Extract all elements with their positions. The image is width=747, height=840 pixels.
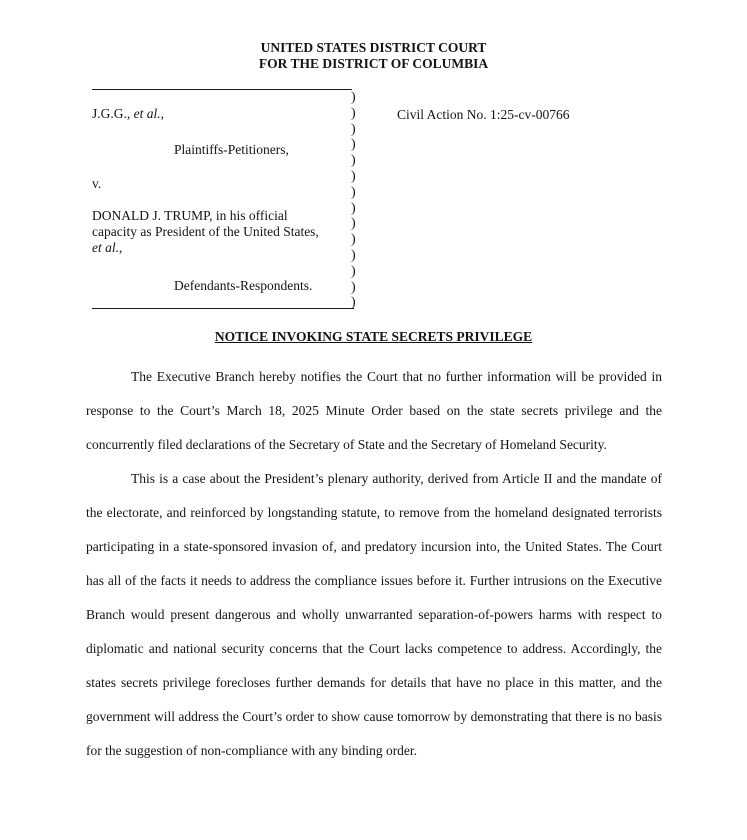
defendant-et-al: et al. — [92, 240, 119, 255]
civil-action-number: Civil Action No. 1:25-cv-00766 — [397, 107, 570, 122]
caption-bottom-rule — [92, 308, 354, 309]
caption-paren: ) — [351, 153, 356, 169]
caption-paren: ) — [351, 232, 356, 248]
defendant-line-1: DONALD J. TRUMP, in his official — [92, 208, 288, 223]
caption-paren: ) — [351, 137, 356, 153]
caption-paren: ) — [351, 247, 356, 263]
caption-paren: ) — [351, 90, 356, 105]
body-paragraph-2: This is a case about the President’s plenary authority, derived from Article II and the mandate of the electorate, and reinforced by longstanding statute, to remove from the homeland designated terrorists participating in a state-sponsored invasion of, and predatory incursion into, the United States. The Court has all of the facts it needs to address the compliance issues before it. Further intrusions on the Executive Branch would present dangerous and wholly unwarranted separation-of-powers harms with respect to diplomatic and national security concerns that the Court lacks competence to address. Accordingly, the states secrets privilege forecloses further demands for details that have no place in this matter, and the government will address the Court’s order to show cause tomorrow by demonstrating that there is no basis for the suggestion of non-compliance with any binding order. — [86, 471, 662, 758]
caption-paren: ) — [351, 279, 356, 295]
plaintiff-name: J.G.G., et al., — [92, 106, 165, 121]
caption-paren: ) — [351, 184, 356, 200]
notice-title: NOTICE INVOKING STATE SECRETS PRIVILEGE — [214, 329, 533, 344]
caption-paren: ) — [351, 263, 356, 279]
caption-paren-column — [351, 90, 363, 311]
caption-paren: ) — [351, 105, 356, 121]
defendant-line-3: et al., — [92, 240, 123, 255]
caption-paren: ) — [351, 168, 356, 184]
plaintiff-et-al: et al. — [133, 106, 161, 121]
caption-paren: ) — [351, 200, 356, 216]
body-paragraph-1: The Executive Branch hereby notifies the Court that no further information will be provided in response to the Court’s March 18, 2025 Minute Order based on the state secrets privilege and the concurrently filed declarations of the Secretary of State and the Secretary of Homeland Security. — [86, 369, 662, 452]
caption-top-rule — [92, 89, 352, 90]
court-name: UNITED STATES DISTRICT COURT — [260, 40, 487, 55]
court-header — [0, 40, 747, 72]
defendant-role: Defendants-Respondents. — [174, 278, 313, 293]
defendant-line-2: capacity as President of the United States, — [92, 224, 319, 239]
defendant-name — [92, 208, 319, 256]
versus: v. — [92, 176, 102, 191]
caption-paren: ) — [351, 295, 356, 311]
caption-paren: ) — [351, 216, 356, 232]
notice-body — [86, 360, 662, 768]
caption-paren: ) — [351, 121, 356, 137]
plaintiff-role: Plaintiffs-Petitioners, — [174, 142, 289, 157]
court-district: FOR THE DISTRICT OF COLUMBIA — [258, 56, 489, 71]
